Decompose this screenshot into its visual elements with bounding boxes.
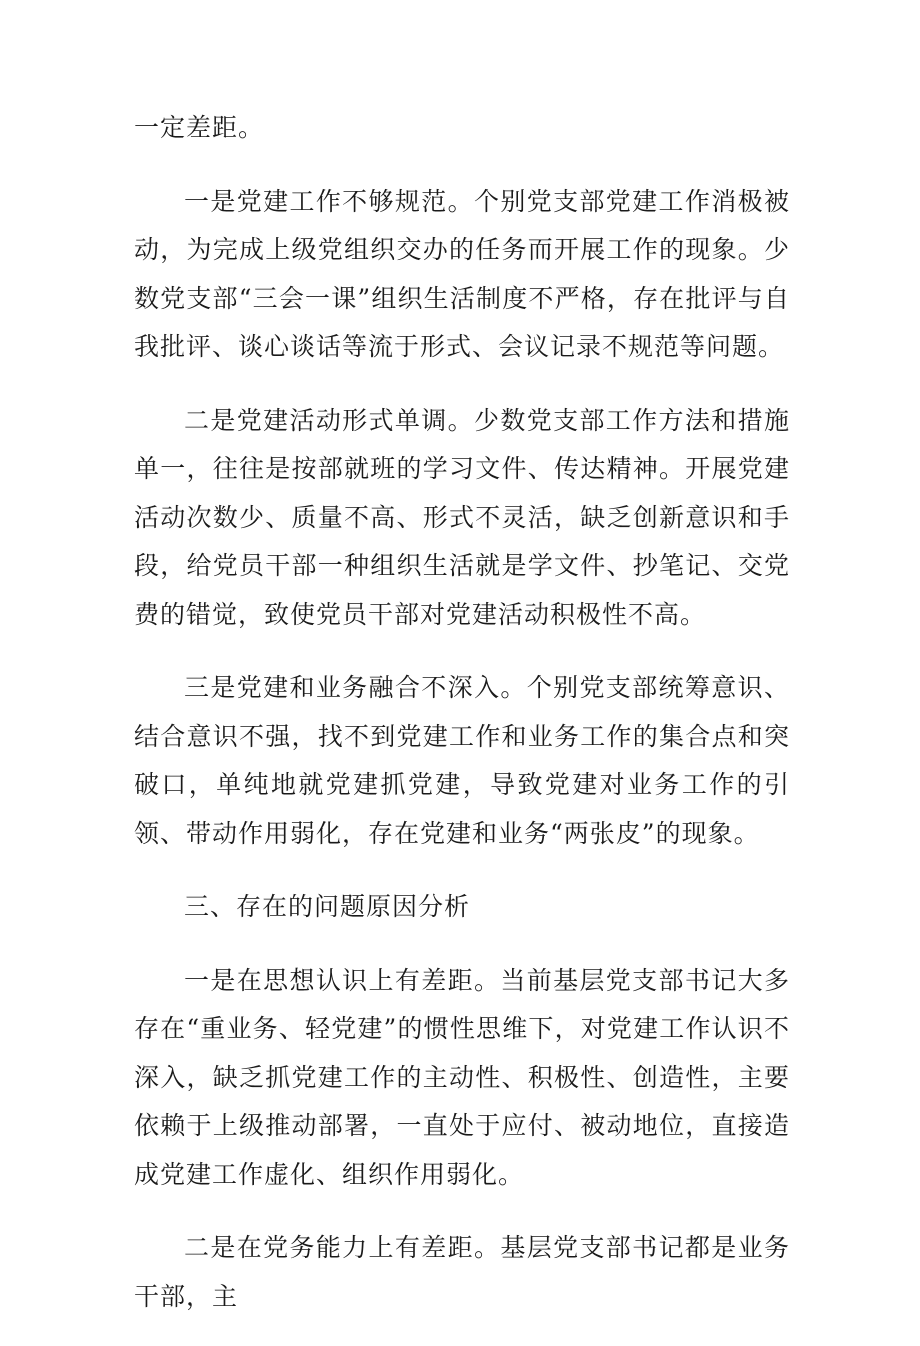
paragraph-problem-3: 三是党建和业务融合不深入。个别党支部统筹意识、结合意识不强，找不到党建工作和业务工作的集合点和突破口，单纯地就党建抓党建，导致党建对业务工作的引领、带动作用弱化，存在党建和业务“两张皮”的现象。 [134, 673, 790, 848]
section-heading-cause-analysis: 三、存在的问题原因分析 [184, 892, 471, 921]
paragraph-problem-2: 二是党建活动形式单调。少数党支部工作方法和措施单一，往往是按部就班的学习文件、传达精神。开展党建活动次数少、质量不高、形式不灵活，缺乏创新意识和手段，给党员干部一种组织生活就是学文件、抄笔记、交党费的错觉，致使党员干部对党建活动积极性不高。 [134, 405, 790, 629]
paragraph-cause-2: 二是在党务能力上有差距。基层党支部书记都是业务干部，主 [134, 1233, 790, 1311]
paragraph-cause-1: 一是在思想认识上有差距。当前基层党支部书记大多存在“重业务、轻党建”的惯性思维下，对党建工作认识不深入，缺乏抓党建工作的主动性、积极性、创造性，主要依赖于上级推动部署，一直处于应付、被动地位，直接造成党建工作虚化、组织作用弱化。 [134, 965, 790, 1189]
paragraph-continuation: 一定差距。 [134, 113, 265, 142]
paragraph-problem-1: 一是党建工作不够规范。个别党支部党建工作消极被动，为完成上级党组织交办的任务而开展工作的现象。少数党支部“三会一课”组织生活制度不严格，存在批评与自我批评、谈心谈话等流于形式、会议记录不规范等问题。 [134, 186, 790, 361]
document-body [134, 104, 790, 1346]
